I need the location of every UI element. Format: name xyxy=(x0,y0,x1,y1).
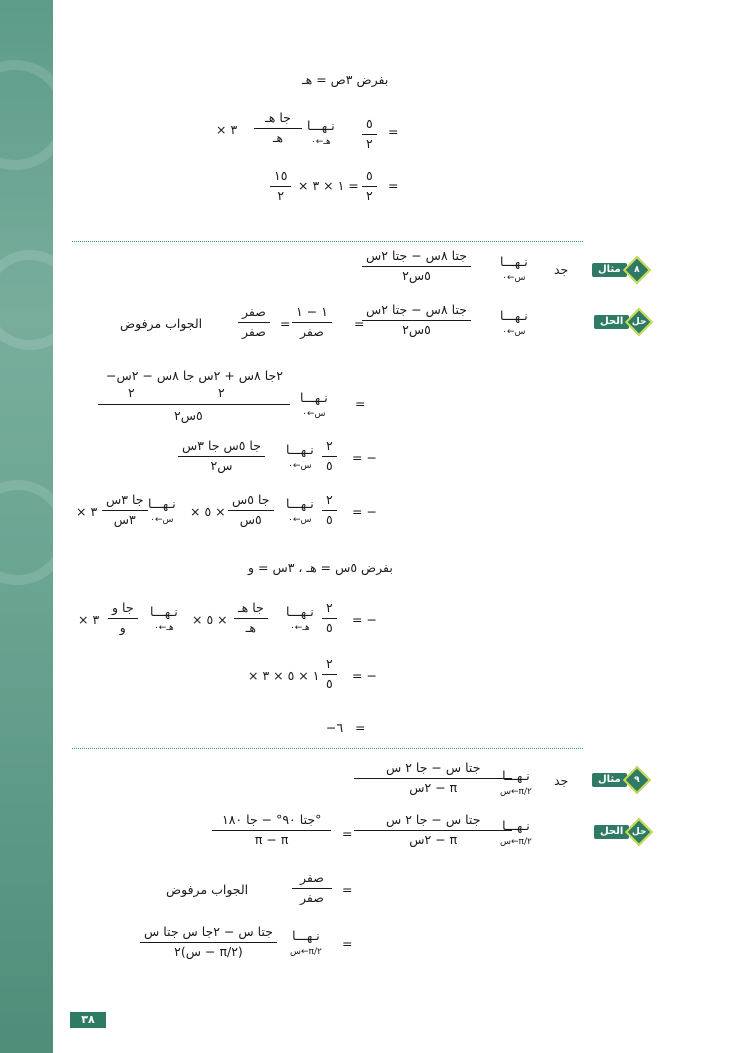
multiplier-text: × ٣ xyxy=(78,612,100,627)
solution-badge xyxy=(594,312,645,332)
fraction-denominator: صفر xyxy=(238,322,270,339)
equals-sign: = xyxy=(355,396,366,411)
fraction-numerator: جا ٥س جا ٣س xyxy=(182,438,261,453)
fraction-numerator: ٢ xyxy=(326,492,333,507)
equals-sign: = xyxy=(342,882,353,897)
fraction-denominator: ٢س − π xyxy=(354,778,512,795)
limit-symbol: نـهـــا xyxy=(148,496,176,511)
fraction-numerator: صفر xyxy=(300,870,324,885)
evaluated-fraction xyxy=(214,814,329,846)
limit-operator xyxy=(300,392,328,419)
fraction-denominator: ٥ xyxy=(322,674,337,691)
fraction-numerator: ٢ xyxy=(326,656,333,671)
example-label: مثال xyxy=(592,263,627,277)
solution-badge xyxy=(594,822,645,842)
fraction-denominator: ٥ xyxy=(322,456,337,473)
half-denominator: ٢ xyxy=(218,385,225,400)
equals-sign: = xyxy=(388,178,399,193)
fraction-denominator: صفر xyxy=(292,322,332,339)
fraction-denominator: ٥س٢ xyxy=(362,320,471,337)
fraction-denominator: ٢ xyxy=(362,186,377,203)
equals-sign: = xyxy=(355,720,366,735)
multiplier-text: × ٣ xyxy=(216,122,238,137)
example-badge xyxy=(592,260,643,280)
limit-operator xyxy=(286,606,314,633)
limit-subscript: هـ←٠ xyxy=(310,136,331,147)
fraction-numerator: ١ − ١ xyxy=(296,304,328,319)
solution-label: الحل xyxy=(594,315,629,329)
solution-label: الحل xyxy=(594,825,629,839)
coefficient-fraction xyxy=(324,658,335,690)
limit-operator xyxy=(286,498,314,525)
fraction-denominator: ٥س xyxy=(228,510,274,527)
limit-operator xyxy=(307,120,335,147)
fraction-numerator: جتا ٨س − جتا ٢س xyxy=(366,248,467,263)
find-text: جد xyxy=(554,773,569,788)
product-text: × ١ × ٣ = xyxy=(298,178,359,193)
fraction-denominator: هـ xyxy=(234,618,268,635)
equals-minus: = − xyxy=(352,504,377,519)
limit-fraction xyxy=(230,494,272,526)
limit-operator xyxy=(148,498,176,525)
coefficient-fraction xyxy=(364,118,375,150)
fraction-denominator: ٢(س − π/٢) xyxy=(140,942,277,959)
limit-subscript: هـ←٠ xyxy=(289,622,310,633)
coefficient-fraction xyxy=(324,440,335,472)
fraction-denominator: ٣س xyxy=(102,510,148,527)
page-number: ٣٨ xyxy=(70,1012,106,1028)
limit-subscript: س←π/٢ xyxy=(500,836,532,847)
fraction-denominator: ٢س − π xyxy=(354,830,512,847)
fraction-numerator: ٥ xyxy=(366,116,373,131)
section-divider xyxy=(72,241,583,242)
limit-subscript: س←٠ xyxy=(150,514,174,525)
equals-sign: = xyxy=(388,124,399,139)
assumption-text: بفرض ٣ص = هـ xyxy=(302,72,389,87)
section-divider xyxy=(72,748,583,749)
example-number-icon: ٨ xyxy=(623,256,651,284)
fraction-numerator: جا و xyxy=(112,600,134,615)
multiplier-text: × ٥ × xyxy=(192,612,228,627)
limit-fraction xyxy=(356,814,510,846)
limit-fraction xyxy=(104,494,146,526)
fraction-denominator: ٥ xyxy=(322,510,337,527)
limit-operator xyxy=(150,606,178,633)
fraction-denominator: و xyxy=(108,618,138,635)
multiplier-text: × ٣ xyxy=(76,504,98,519)
fraction-denominator: ٢ xyxy=(270,186,291,203)
fraction-denominator: س٢ xyxy=(178,456,265,473)
fraction-denominator: ٥س٢ xyxy=(362,266,471,283)
sidebar-decoration xyxy=(0,0,53,1053)
limit-operator xyxy=(500,310,528,337)
assumption-text: بفرض ٥س = هـ ، ٣س = و xyxy=(248,560,393,575)
limit-symbol: نـهـــا xyxy=(300,390,328,405)
limit-subscript: س←٠ xyxy=(288,460,312,471)
coefficient-fraction xyxy=(364,170,375,202)
limit-subscript: س←٠ xyxy=(288,514,312,525)
example-label: مثال xyxy=(592,773,627,787)
equals-sign: = xyxy=(342,826,353,841)
equals-minus: = − xyxy=(352,450,377,465)
limit-symbol: نـهـــا xyxy=(500,308,528,323)
fraction-numerator: جتا س − ٢جا س جتا س xyxy=(144,924,273,939)
limit-fraction xyxy=(110,602,136,634)
product-text: × ١ × ٥ × ٣ xyxy=(248,668,320,683)
limit-symbol: نـهـــا xyxy=(150,604,178,619)
equals-minus: = − xyxy=(352,668,377,683)
solution-icon: حل xyxy=(625,818,653,846)
fraction-denominator: π − π xyxy=(212,830,331,847)
fraction-numerator: جتا ٩٠° − جا ١٨٠° xyxy=(222,812,322,827)
limit-fraction xyxy=(364,250,469,282)
fraction-numerator: جا هـ xyxy=(238,600,264,615)
limit-subscript: هـ←٠ xyxy=(153,622,174,633)
limit-symbol: نـهـــا xyxy=(286,604,314,619)
fraction-numerator: جا هـ xyxy=(265,110,291,125)
limit-symbol: نـهـــا xyxy=(502,768,530,783)
limit-operator xyxy=(500,256,528,283)
limit-subscript: س←٠ xyxy=(502,326,526,337)
equals-sign: = xyxy=(280,316,291,331)
rejected-answer-text: الجواب مرفوض xyxy=(166,882,249,897)
coefficient-fraction xyxy=(324,602,335,634)
result-fraction xyxy=(272,170,289,202)
numerator-expression: −٢جا ٨س + ٢س جا ٨س − ٢س xyxy=(106,368,283,383)
evaluated-fraction xyxy=(294,306,330,338)
limit-fraction xyxy=(142,926,275,958)
fraction-numerator: صفر xyxy=(242,304,266,319)
decorative-ring xyxy=(0,250,80,350)
limit-symbol: نـهـــا xyxy=(292,928,320,943)
example-number-icon: ٩ xyxy=(623,766,651,794)
equals-sign: = xyxy=(354,316,365,331)
limit-fraction xyxy=(236,602,266,634)
limit-symbol: نـهـــا xyxy=(307,118,335,133)
fraction-bar xyxy=(98,404,290,405)
solution-icon: حل xyxy=(625,308,653,336)
coefficient-fraction xyxy=(324,494,335,526)
limit-fraction xyxy=(356,762,510,794)
equals-sign: = xyxy=(342,936,353,951)
limit-operator xyxy=(286,444,314,471)
limit-subscript: س←π/٢ xyxy=(290,946,322,957)
limit-subscript: س←٠ xyxy=(302,408,326,419)
decorative-ring xyxy=(0,60,70,170)
fraction-numerator: ١٥ xyxy=(274,168,288,183)
limit-symbol: نـهـــا xyxy=(500,254,528,269)
fraction-numerator: ٢ xyxy=(326,600,333,615)
indeterminate-fraction xyxy=(240,306,268,338)
fraction-numerator: جتا س − جا ٢ س xyxy=(386,760,481,775)
half-denominator: ٢ xyxy=(128,385,135,400)
multiplier-text: × ٥ × xyxy=(190,504,226,519)
limit-fraction xyxy=(254,112,302,144)
fraction-numerator: جتا ٨س − جتا ٢س xyxy=(366,302,467,317)
fraction-denominator: هـ xyxy=(254,128,302,145)
limit-symbol: نـهـــا xyxy=(286,442,314,457)
fraction-numerator: جا ٥س xyxy=(232,492,270,507)
limit-symbol: نـهـــا xyxy=(502,818,530,833)
fraction-denominator: ٥ xyxy=(322,618,337,635)
result-value: −٦ xyxy=(326,720,344,735)
find-text: جد xyxy=(554,262,569,277)
limit-subscript: س←π/٢ xyxy=(500,786,532,797)
fraction-numerator: ٥ xyxy=(366,168,373,183)
limit-fraction xyxy=(180,440,263,472)
limit-subscript: س←٠ xyxy=(502,272,526,283)
fraction-numerator: جتا س − جا ٢ س xyxy=(386,812,481,827)
fraction-denominator: ٥س٢ xyxy=(174,408,203,423)
fraction-denominator: ٢ xyxy=(362,134,377,151)
fraction-numerator: جا ٣س xyxy=(106,492,144,507)
limit-operator xyxy=(290,930,322,957)
limit-fraction xyxy=(364,304,469,336)
limit-symbol: نـهـــا xyxy=(286,496,314,511)
rejected-answer-text: الجواب مرفوض xyxy=(120,316,203,331)
equals-minus: = − xyxy=(352,612,377,627)
example-badge xyxy=(592,770,643,790)
decorative-ring xyxy=(0,480,70,585)
fraction-denominator: صفر xyxy=(292,888,332,905)
indeterminate-fraction xyxy=(294,872,330,904)
fraction-numerator: ٢ xyxy=(326,438,333,453)
